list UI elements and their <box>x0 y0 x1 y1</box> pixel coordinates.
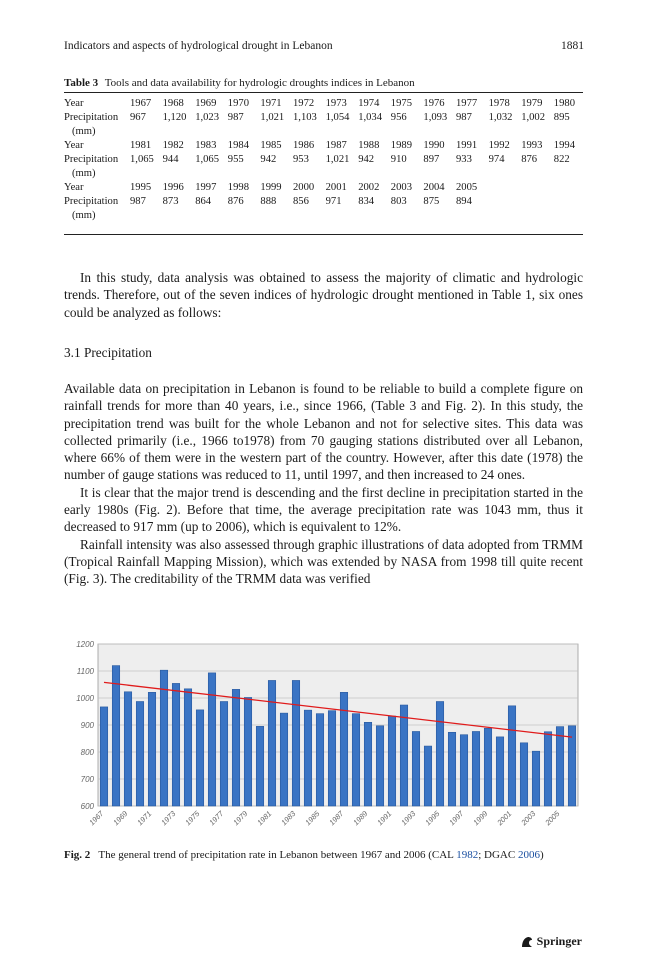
publisher-logo <box>520 934 582 949</box>
year-cell: 1996 <box>162 182 184 193</box>
paragraph-3: Rainfall intensity was also assessed through graphic illustrations of data adopted from TRMM (Tropical Rainfall Mapping Mission), which was extended by NASA from 1998 till quite recent (Fig. 3). The creditability of the TRMM data was verified <box>64 536 583 587</box>
x-tick-label: 2003 <box>519 809 538 828</box>
value-cell: 1,093 <box>423 112 448 123</box>
year-cell: 1995 <box>130 182 152 193</box>
year-cell: 1973 <box>325 98 347 109</box>
x-tick-label: 1979 <box>231 809 250 828</box>
citation-link[interactable]: 1982 <box>456 849 479 861</box>
value-cell: 942 <box>260 154 277 165</box>
year-cell: 1977 <box>456 98 478 109</box>
year-cell: 1984 <box>227 140 249 151</box>
springer-horse-icon <box>520 935 534 949</box>
table-bottom-rule <box>64 234 583 235</box>
table-top-rule <box>64 92 583 93</box>
citation-link[interactable]: 2006 <box>517 849 540 861</box>
running-title: Indicators and aspects of hydrological drought in Lebanon <box>64 40 333 52</box>
x-tick-label: 1985 <box>303 809 322 828</box>
bar-1980 <box>256 726 263 806</box>
table-row-unit <box>64 167 583 181</box>
bar-1973 <box>172 683 179 806</box>
bar-1991 <box>388 716 395 806</box>
bar-1977 <box>220 702 227 806</box>
bar-1993 <box>412 731 419 806</box>
value-cell: 974 <box>488 154 505 165</box>
value-cell: 897 <box>423 154 440 165</box>
y-tick-label: 1100 <box>76 667 94 676</box>
bar-2005 <box>556 727 563 806</box>
year-cell: 1979 <box>521 98 543 109</box>
year-cell: 2001 <box>325 182 347 193</box>
row-label: Precipitation <box>64 154 119 165</box>
figure-label: Fig. 2 <box>64 849 91 861</box>
value-cell: 834 <box>358 196 375 207</box>
year-cell: 1982 <box>162 140 184 151</box>
year-cell: 1971 <box>260 98 282 109</box>
bar-1975 <box>196 710 203 806</box>
year-cell: 1987 <box>325 140 347 151</box>
value-cell: 1,065 <box>195 154 220 165</box>
value-cell: 875 <box>423 196 440 207</box>
bar-1994 <box>424 746 431 806</box>
value-cell: 876 <box>227 196 244 207</box>
bar-1981 <box>268 680 275 806</box>
table-caption-label: Table 3 <box>64 77 99 89</box>
value-cell: 1,002 <box>521 112 546 123</box>
year-cell: 1969 <box>195 98 217 109</box>
bar-1972 <box>160 670 167 806</box>
x-tick-label: 1967 <box>87 809 106 828</box>
x-tick-label: 1969 <box>111 809 130 828</box>
value-cell: 895 <box>553 112 570 123</box>
bar-2002 <box>520 743 527 806</box>
year-cell: 1992 <box>488 140 510 151</box>
value-cell: 1,103 <box>293 112 317 123</box>
year-cell: 1972 <box>293 98 315 109</box>
bar-1987 <box>340 692 347 806</box>
bar-1995 <box>436 702 443 806</box>
table-row-unit <box>64 209 583 223</box>
x-tick-label: 1993 <box>399 809 418 828</box>
y-tick-label: 900 <box>80 721 94 730</box>
bar-1970 <box>136 702 143 806</box>
value-cell: 955 <box>227 154 244 165</box>
body-paragraphs <box>64 380 583 588</box>
bar-1999 <box>484 728 491 806</box>
x-tick-label: 1997 <box>447 809 466 828</box>
bar-2004 <box>544 732 551 806</box>
year-cell: 2005 <box>456 182 478 193</box>
section-heading: 3.1 Precipitation <box>64 345 152 360</box>
bar-1976 <box>208 673 215 806</box>
value-cell: 856 <box>293 196 309 207</box>
row-label: Year <box>64 140 84 151</box>
table-row-year <box>64 181 583 195</box>
year-cell: 1990 <box>423 140 445 151</box>
value-cell: 967 <box>130 112 146 123</box>
bar-2006 <box>568 726 575 806</box>
bar-1992 <box>400 705 407 806</box>
value-cell: 1,120 <box>162 112 187 123</box>
x-tick-label: 1987 <box>327 809 346 828</box>
value-cell: 822 <box>553 154 570 165</box>
year-cell: 1988 <box>358 140 380 151</box>
x-tick-label: 1989 <box>351 809 370 828</box>
bar-1982 <box>280 713 287 806</box>
bar-1997 <box>460 735 467 806</box>
value-cell: 933 <box>456 154 472 165</box>
paragraph-2: It is clear that the major trend is descending and the first decline in precipitation started in the early 1980s (Fig. 2). Before that time, the average precipitation rate was 1043 mm, thus it decreased to 917 mm (up to 2006), which is equivalent to 12%. <box>64 484 583 535</box>
bar-1971 <box>148 692 155 806</box>
value-cell: 1,021 <box>260 112 285 123</box>
chart-svg <box>64 636 584 836</box>
year-cell: 1993 <box>521 140 543 151</box>
value-cell: 987 <box>456 112 472 123</box>
value-cell: 956 <box>390 112 407 123</box>
row-label-unit: (mm) <box>72 126 96 137</box>
bar-1989 <box>364 722 371 806</box>
year-cell: 1999 <box>260 182 282 193</box>
year-cell: 1974 <box>358 98 380 109</box>
bar-1979 <box>244 697 251 806</box>
row-label: Year <box>64 182 84 193</box>
value-cell: 944 <box>162 154 179 165</box>
year-cell: 1997 <box>195 182 217 193</box>
x-tick-label: 2005 <box>543 809 562 828</box>
x-tick-label: 1977 <box>207 809 226 828</box>
value-cell: 971 <box>325 196 342 207</box>
value-cell: 803 <box>390 196 407 207</box>
value-cell: 910 <box>390 154 407 165</box>
table-row-unit <box>64 125 583 139</box>
x-tick-label: 1973 <box>159 809 178 828</box>
year-cell: 1998 <box>227 182 249 193</box>
row-label-unit: (mm) <box>72 210 96 221</box>
x-tick-label: 1999 <box>471 809 490 828</box>
year-cell: 1970 <box>227 98 249 109</box>
value-cell: 864 <box>195 196 212 207</box>
paragraph-1: Available data on precipitation in Lebanon is found to be reliable to build a complete figure on rainfall trends for more than 40 years, i.e., since 1966, (Table 3 and Fig. 2). In this study, the precipitation trend was built for the whole Lebanon and not for selective sites. This data was collected primarily (i.e., 1966 to1978) from 70 gauging stations distributed over all Lebanon, where 66% of them were in the western part of the country. However, after this date (1978) the number of gauge stations was reduced to 11, until 1997, and then increased to 24 ones. <box>64 381 583 483</box>
bar-1988 <box>352 714 359 806</box>
year-cell: 1986 <box>293 140 315 151</box>
table-row-precipitation <box>64 111 583 125</box>
y-tick-label: 800 <box>80 748 94 757</box>
value-cell: 987 <box>130 196 146 207</box>
y-tick-label: 1200 <box>76 640 94 649</box>
value-cell: 894 <box>456 196 472 207</box>
bar-1969 <box>124 692 131 806</box>
value-cell: 1,065 <box>130 154 154 165</box>
x-tick-label: 2001 <box>495 809 514 828</box>
year-cell: 1991 <box>456 140 478 151</box>
year-cell: 1985 <box>260 140 282 151</box>
y-tick-label: 700 <box>80 775 94 784</box>
bar-1967 <box>100 707 107 806</box>
page-number: 1881 <box>561 40 584 52</box>
bar-2001 <box>508 706 515 806</box>
bar-2000 <box>496 737 503 806</box>
value-cell: 873 <box>162 196 179 207</box>
year-cell: 2002 <box>358 182 380 193</box>
value-cell: 942 <box>358 154 375 165</box>
year-cell: 1980 <box>553 98 575 109</box>
x-tick-label: 1991 <box>375 809 394 828</box>
precipitation-chart <box>64 636 584 836</box>
table-caption <box>64 77 584 89</box>
year-cell: 1981 <box>130 140 152 151</box>
intro-paragraph: In this study, data analysis was obtained to assess the majority of climatic and hydrologic trends. Therefore, out of the seven indices of hydrologic drought mentioned in Table 1, six ones could be analyzed as follows: <box>64 270 583 320</box>
bar-2003 <box>532 751 539 806</box>
x-tick-label: 1975 <box>183 809 202 828</box>
y-tick-label: 600 <box>80 802 94 811</box>
x-tick-label: 1995 <box>423 809 442 828</box>
figure-caption: Fig. 2 The general trend of precipitation rate in Lebanon between 1967 and 2006 (CAL 1982; DGAC 2006) <box>64 849 544 861</box>
year-cell: 1994 <box>553 140 575 151</box>
row-label: Precipitation <box>64 196 119 207</box>
value-cell: 1,034 <box>358 112 383 123</box>
y-tick-label: 1000 <box>76 694 94 703</box>
year-cell: 1975 <box>390 98 412 109</box>
table-row-year <box>64 97 583 111</box>
bar-1978 <box>232 689 239 806</box>
row-label: Year <box>64 98 84 109</box>
year-cell: 2004 <box>423 182 445 193</box>
table-row-precipitation <box>64 153 583 167</box>
value-cell: 1,021 <box>325 154 350 165</box>
table-row-precipitation <box>64 195 583 209</box>
bar-1990 <box>376 726 383 806</box>
row-label: Precipitation <box>64 112 119 123</box>
bar-1983 <box>292 680 299 806</box>
year-cell: 2000 <box>293 182 315 193</box>
year-cell: 1976 <box>423 98 445 109</box>
x-tick-label: 1981 <box>255 809 274 828</box>
bar-1984 <box>304 710 311 806</box>
table-caption-text: Tools and data availability for hydrologic droughts indices in Lebanon <box>104 77 415 89</box>
value-cell: 1,054 <box>325 112 350 123</box>
year-cell: 1989 <box>390 140 412 151</box>
x-tick-label: 1983 <box>279 809 298 828</box>
year-cell: 1978 <box>488 98 510 109</box>
bar-1996 <box>448 732 455 806</box>
value-cell: 953 <box>293 154 309 165</box>
value-cell: 888 <box>260 196 277 207</box>
table-row-year <box>64 139 583 153</box>
x-tick-label: 1971 <box>135 809 154 828</box>
row-label-unit: (mm) <box>72 168 96 179</box>
bar-1998 <box>472 731 479 806</box>
year-cell: 1968 <box>162 98 184 109</box>
value-cell: 1,032 <box>488 112 513 123</box>
data-table <box>64 97 583 223</box>
bar-1986 <box>328 711 335 806</box>
running-head <box>64 40 584 56</box>
bar-1974 <box>184 689 191 806</box>
year-cell: 1983 <box>195 140 217 151</box>
value-cell: 1,023 <box>195 112 220 123</box>
value-cell: 987 <box>227 112 244 123</box>
bar-1968 <box>112 666 119 806</box>
bar-1985 <box>316 714 323 806</box>
year-cell: 2003 <box>390 182 412 193</box>
year-cell: 1967 <box>130 98 152 109</box>
publisher-name: Springer <box>536 934 582 948</box>
value-cell: 876 <box>521 154 538 165</box>
